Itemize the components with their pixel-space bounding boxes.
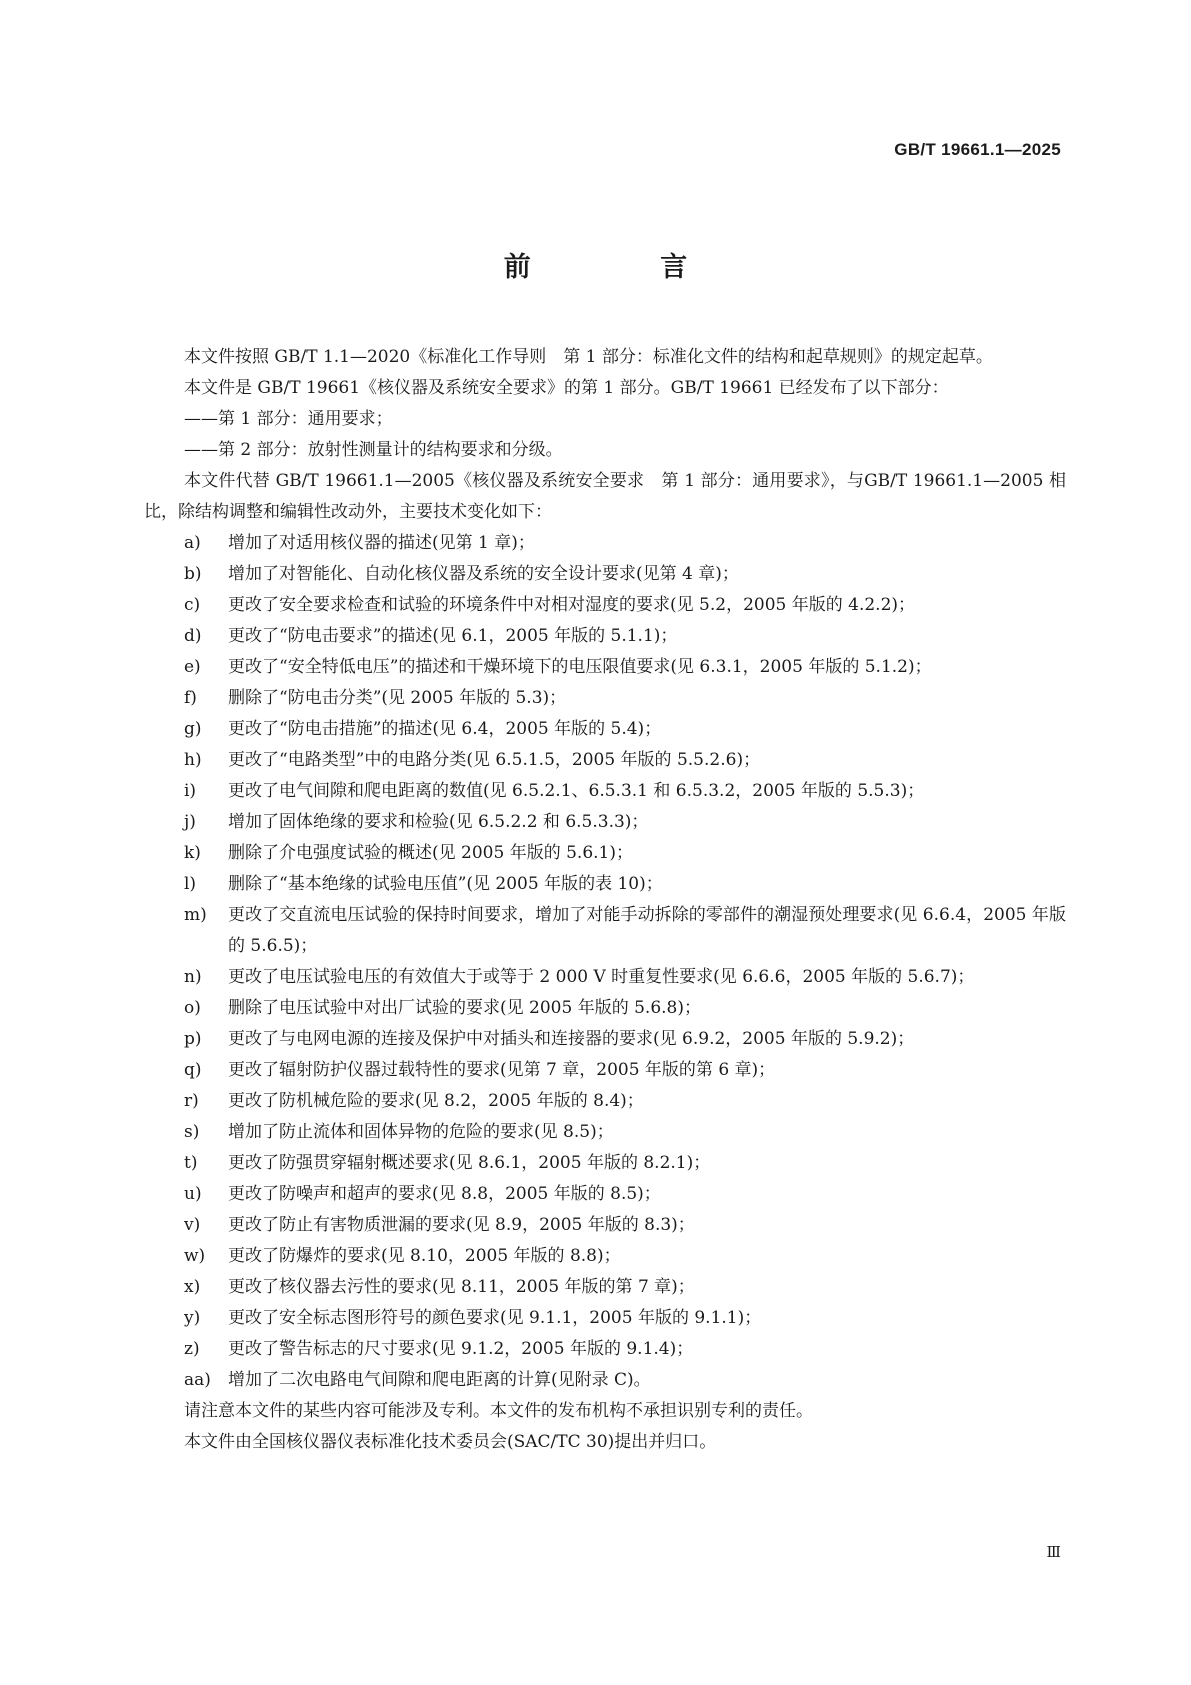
change-item-label: w)	[184, 1246, 206, 1266]
change-item-label: n)	[184, 967, 202, 987]
paragraph-drafting: 本文件按照 GB/T 1.1—2020《标准化工作导则 第 1 部分：标准化文件的结构和起草规则》的规定起草。	[184, 347, 993, 367]
change-item-label: c)	[184, 595, 201, 615]
change-item-text: 更改了辐射防护仪器过载特性的要求(见第 7 章，2005 年版的第 6 章)；	[228, 1060, 776, 1080]
change-item-text: 更改了“防电击要求”的描述(见 6.1，2005 年版的 5.1.1)；	[228, 626, 678, 646]
change-item-label: m)	[184, 905, 207, 925]
change-item	[144, 590, 1066, 621]
change-item-text: 更改了与电网电源的连接及保护中对插头和连接器的要求(见 6.9.2，2005 年版的 5.9.2)；	[228, 1029, 915, 1049]
change-item-label: y)	[184, 1308, 201, 1328]
change-item-label: s)	[184, 1122, 200, 1142]
change-item-label: i)	[184, 781, 197, 801]
change-item-label: f)	[184, 688, 197, 708]
change-item	[144, 1210, 1066, 1241]
change-item-text: 更改了电压试验电压的有效值大于或等于 2 000 V 时重复性要求(见 6.6.6，2005 年版的 5.6.7)；	[228, 967, 975, 987]
change-item	[144, 962, 1066, 993]
change-item-label: q)	[184, 1060, 202, 1080]
change-item-label: u)	[184, 1184, 202, 1204]
change-item-text: 更改了安全要求检查和试验的环境条件中对相对湿度的要求(见 5.2，2005 年版的 4.2.2)；	[228, 595, 916, 615]
change-item	[144, 1055, 1066, 1086]
change-item	[144, 1241, 1066, 1272]
paragraph-parts-intro: 本文件是 GB/T 19661《核仪器及系统安全要求》的第 1 部分。GB/T 19661 已经发布了以下部分：	[184, 378, 949, 398]
page-number: Ⅲ	[1046, 1543, 1061, 1561]
change-item-label: r)	[184, 1091, 199, 1111]
change-item-label: g)	[184, 719, 202, 739]
change-item-label: a)	[184, 533, 201, 553]
change-item-label: z)	[184, 1339, 200, 1359]
change-item-label: aa)	[184, 1370, 211, 1390]
change-item-label: j)	[184, 812, 196, 832]
part-list-item: ——第 1 部分：通用要求；	[184, 409, 393, 429]
change-item-label: b)	[184, 564, 202, 584]
change-item	[144, 528, 1066, 559]
change-item	[144, 1148, 1066, 1179]
change-item-text: 更改了电气间隙和爬电距离的数值(见 6.5.2.1、6.5.3.1 和 6.5.3.2，2005 年版的 5.5.3)；	[228, 781, 925, 801]
change-item-text: 增加了对智能化、自动化核仪器及系统的安全设计要求(见第 4 章)；	[228, 564, 739, 584]
change-item-label: p)	[184, 1029, 202, 1049]
change-item-text: 增加了固体绝缘的要求和检验(见 6.5.2.2 和 6.5.3.3)；	[228, 812, 649, 832]
change-item-text: 更改了防爆炸的要求(见 8.10，2005 年版的 8.8)；	[228, 1246, 621, 1266]
change-item	[144, 869, 1066, 900]
change-item	[144, 993, 1066, 1024]
change-item-text: 增加了对适用核仪器的描述(见第 1 章)；	[228, 533, 535, 553]
change-item	[144, 807, 1066, 838]
paragraph-patent-notice: 请注意本文件的某些内容可能涉及专利。本文件的发布机构不承担识别专利的责任。	[184, 1401, 813, 1421]
change-item	[144, 683, 1066, 714]
change-item	[144, 1334, 1066, 1365]
change-item-label: t)	[184, 1153, 198, 1173]
change-item-text: 更改了“防电击措施”的描述(见 6.4，2005 年版的 5.4)；	[228, 719, 662, 739]
change-item-label: k)	[184, 843, 201, 863]
change-item	[144, 1272, 1066, 1303]
change-item-text: 更改了“安全特低电压”的描述和干燥环境下的电压限值要求(见 6.3.1，2005 年版的 5.1.2)；	[228, 657, 932, 677]
change-item-label: o)	[184, 998, 201, 1018]
paragraph-proposer: 本文件由全国核仪器仪表标准化技术委员会(SAC/TC 30)提出并归口。	[184, 1432, 717, 1452]
change-item	[144, 900, 1066, 962]
change-item-text: 增加了二次电路电气间隙和爬电距离的计算(见附录 C)。	[228, 1370, 651, 1390]
change-item	[144, 776, 1066, 807]
change-item	[144, 1117, 1066, 1148]
change-item	[144, 1179, 1066, 1210]
change-item	[144, 652, 1066, 683]
change-item-text: 更改了防噪声和超声的要求(见 8.8，2005 年版的 8.5)；	[228, 1184, 661, 1204]
change-item-label: v)	[184, 1215, 201, 1235]
change-item	[144, 838, 1066, 869]
change-item-text: 增加了防止流体和固体异物的危险的要求(见 8.5)；	[228, 1122, 614, 1142]
change-item-text: 更改了交直流电压试验的保持时间要求，增加了对能手动拆除的零部件的潮湿预处理要求(见 6.6.4，2005 年版的 5.6.5)；	[228, 905, 1066, 956]
changes-list	[144, 528, 1066, 1396]
change-item	[144, 745, 1066, 776]
preface-body	[144, 342, 1066, 1458]
change-item-text: 更改了核仪器去污性的要求(见 8.11，2005 年版的第 7 章)；	[228, 1277, 695, 1297]
change-item-label: l)	[184, 874, 197, 894]
change-item-label: e)	[184, 657, 201, 677]
change-item	[144, 621, 1066, 652]
change-item-text: 更改了安全标志图形符号的颜色要求(见 9.1.1，2005 年版的 9.1.1)；	[228, 1308, 762, 1328]
change-item-text: 更改了防机械危险的要求(见 8.2，2005 年版的 8.4)；	[228, 1091, 644, 1111]
part-list-item: ——第 2 部分：放射性测量计的结构要求和分级。	[184, 440, 563, 460]
change-item-label: h)	[184, 750, 202, 770]
change-item	[144, 559, 1066, 590]
change-item	[144, 714, 1066, 745]
change-item-text: 更改了警告标志的尺寸要求(见 9.1.2，2005 年版的 9.1.4)；	[228, 1339, 694, 1359]
standard-number: GB/T 19661.1—2025	[894, 140, 1061, 159]
change-item-text: 删除了“防电击分类”(见 2005 年版的 5.3)；	[228, 688, 567, 708]
paragraph-replaces: 本文件代替 GB/T 19661.1—2005《核仪器及系统安全要求 第 1 部分：通用要求》，与GB/T 19661.1—2005 相比，除结构调整和编辑性改动外，主要技术变化如下：	[144, 471, 1066, 522]
change-item-text: 更改了防强贯穿辐射概述要求(见 8.6.1，2005 年版的 8.2.1)；	[228, 1153, 711, 1173]
change-item	[144, 1024, 1066, 1055]
change-item-label: d)	[184, 626, 202, 646]
change-item-text: 删除了介电强度试验的概述(见 2005 年版的 5.6.1)；	[228, 843, 633, 863]
change-item-text: 更改了防止有害物质泄漏的要求(见 8.9，2005 年版的 8.3)；	[228, 1215, 695, 1235]
change-item-text: 更改了“电路类型”中的电路分类(见 6.5.1.5，2005 年版的 5.5.2.6)；	[228, 750, 761, 770]
change-item-label: x)	[184, 1277, 201, 1297]
change-item-text: 删除了“基本绝缘的试验电压值”(见 2005 年版的表 10)；	[228, 874, 663, 894]
change-item	[144, 1303, 1066, 1334]
change-item-text: 删除了电压试验中对出厂试验的要求(见 2005 年版的 5.6.8)；	[228, 998, 701, 1018]
page-title: 前 言	[503, 252, 748, 283]
change-item	[144, 1365, 1066, 1396]
change-item	[144, 1086, 1066, 1117]
